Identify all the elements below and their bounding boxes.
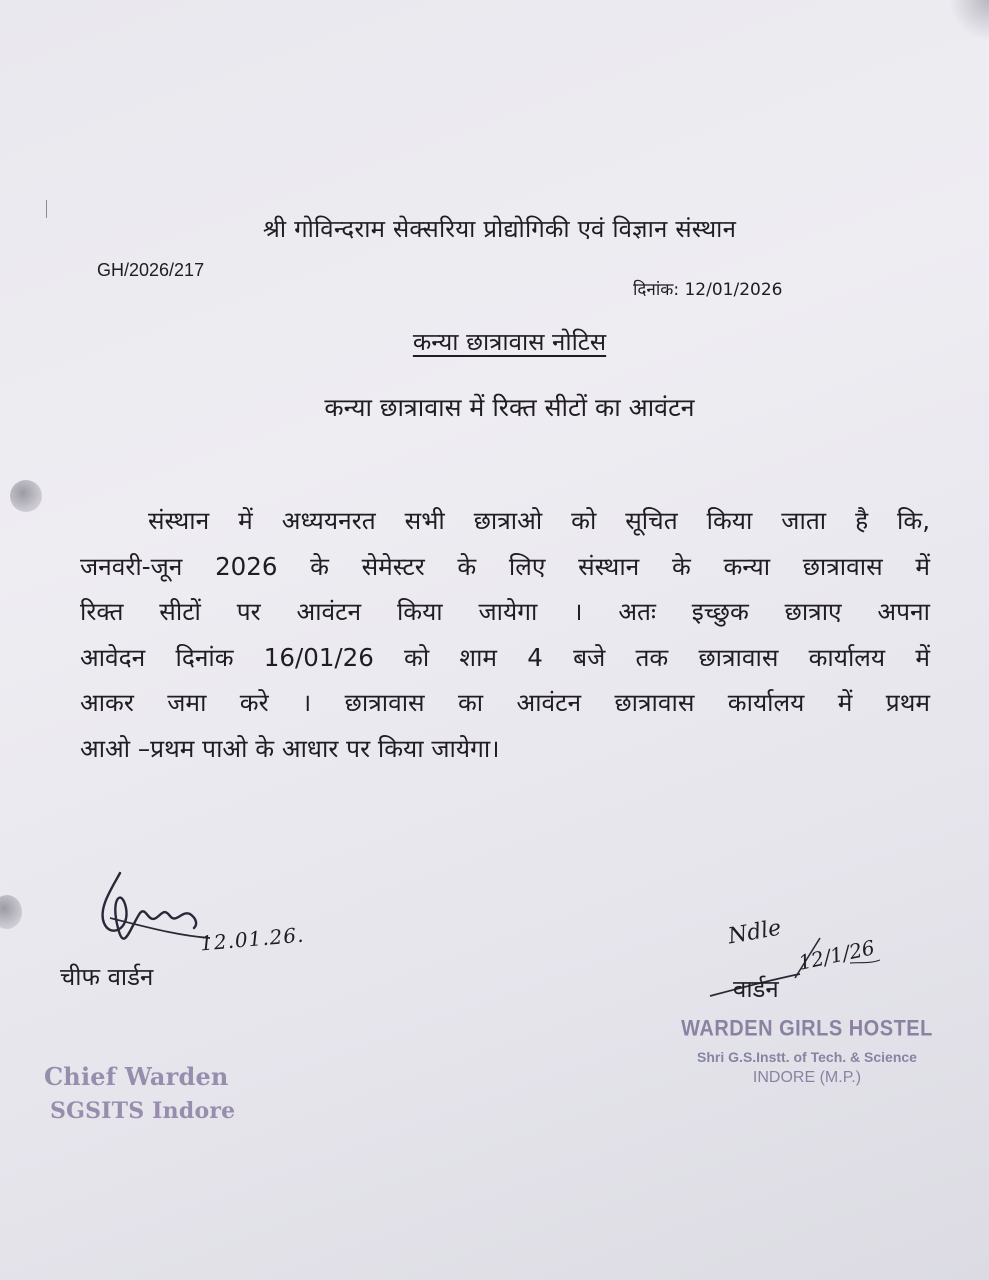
body-line: संस्थान में अध्ययनरत सभी छात्राओ को सूचित किया जाता है कि, — [148, 506, 930, 535]
notice-body — [80, 498, 930, 771]
date-label: दिनांक: — [633, 280, 680, 300]
stamp-line: Chief Warden — [44, 1062, 229, 1091]
punch-hole — [10, 480, 42, 512]
notice-subject: कन्या छात्रावास में रिक्त सीटों का आवंटन — [324, 393, 695, 422]
body-line: रिक्त सीटों पर आवंटन किया जायेगा । अतः इच्छुक छात्राए अपना — [80, 597, 930, 626]
body-line: आवेदन दिनांक 16/01/26 को शाम 4 बजे तक छात्रावास कार्यालय में — [80, 642, 930, 672]
page-corner-shadow — [949, 0, 989, 40]
body-line: आकर जमा करे । छात्रावास का आवंटन छात्रावास कार्यालय में प्रथम — [80, 688, 930, 717]
body-line: आओ –प्रथम पाओ के आधार पर किया जायेगा। — [80, 733, 500, 763]
stamp-line: SGSITS Indore — [50, 1098, 236, 1124]
date-value: 12/01/2026 — [684, 280, 783, 300]
stamp-line: WARDEN GIRLS HOSTEL — [681, 1016, 933, 1042]
stamp-line: INDORE (M.P.) — [752, 1069, 862, 1086]
institute-name: श्री गोविन्दराम सेक्सरिया प्रोद्योगिकी एवं विज्ञान संस्थान — [262, 215, 737, 243]
body-line: जनवरी-जून 2026 के सेमेस्टर के लिए संस्थान के कन्या छात्रावास में — [80, 551, 930, 581]
warden-handwritten-date: 12/1/26 — [796, 935, 877, 975]
notice-title-text: कन्या छात्रावास नोटिस — [412, 328, 607, 356]
punch-hole — [0, 895, 22, 929]
chief-warden-label: चीफ वार्डन — [60, 963, 154, 991]
warden-stamp — [672, 1018, 942, 1087]
chief-warden-stamp — [44, 1060, 235, 1128]
reference-number: GH/2026/217 — [97, 260, 205, 280]
stamp-line: Shri G.S.Instt. of Tech. & Science — [697, 1049, 917, 1065]
notice-date — [633, 277, 782, 300]
warden-handwritten-sign: Ndle — [726, 915, 784, 950]
chief-warden-handwritten-date: 12.01.26. — [199, 922, 306, 956]
notice-title — [0, 325, 989, 358]
warden-label: वार्डन — [733, 975, 779, 1003]
